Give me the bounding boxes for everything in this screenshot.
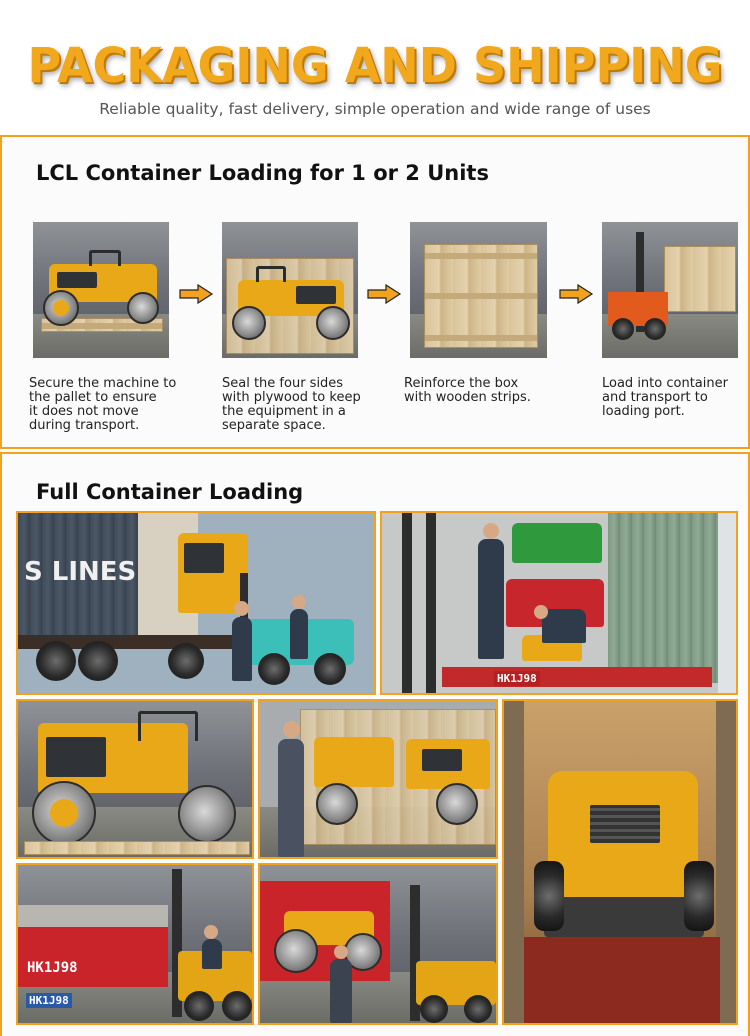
arrow-right-icon xyxy=(558,283,594,305)
arrow-right-icon xyxy=(178,283,214,305)
full-photo-roller-red-truck xyxy=(258,863,498,1025)
full-photo-container-loading xyxy=(380,511,738,695)
full-photo-red-truck-forklift xyxy=(16,863,254,1025)
step-1-photo xyxy=(33,222,169,358)
lcl-loading-section xyxy=(0,135,750,449)
full-photo-roller-crates xyxy=(258,699,498,859)
header-banner xyxy=(0,0,750,135)
step-1-caption: Secure the machine to the pallet to ensure it does not move during transport. xyxy=(29,376,177,433)
step-4-photo xyxy=(602,222,738,358)
red-truck-plate: HK1J98 xyxy=(24,959,81,977)
page-subtitle: Reliable quality, fast delivery, simple operation and wide range of uses xyxy=(99,100,651,118)
step-3-caption: Reinforce the box with wooden strips. xyxy=(404,376,531,405)
full-photo-roller-factory xyxy=(16,699,254,859)
full-container-section xyxy=(0,452,750,1036)
full-section-title: Full Container Loading xyxy=(36,480,304,504)
page-title: PACKAGING AND SHIPPING xyxy=(27,36,723,94)
full-photo-truck-container xyxy=(16,511,376,695)
step-2-photo xyxy=(222,222,358,358)
step-2-caption: Seal the four sides with plywood to keep the equipment in a separate space. xyxy=(222,376,361,433)
red-truck-plate-top: HK1J98 xyxy=(494,671,540,686)
container-lines-text: S LINES xyxy=(24,557,137,587)
lcl-section-title: LCL Container Loading for 1 or 2 Units xyxy=(36,161,489,185)
step-3-photo xyxy=(410,222,547,358)
blue-plate: HK1J98 xyxy=(26,993,72,1008)
full-photo-roller-in-container xyxy=(502,699,738,1025)
arrow-right-icon xyxy=(366,283,402,305)
step-4-caption: Load into container and transport to loading port. xyxy=(602,376,728,419)
